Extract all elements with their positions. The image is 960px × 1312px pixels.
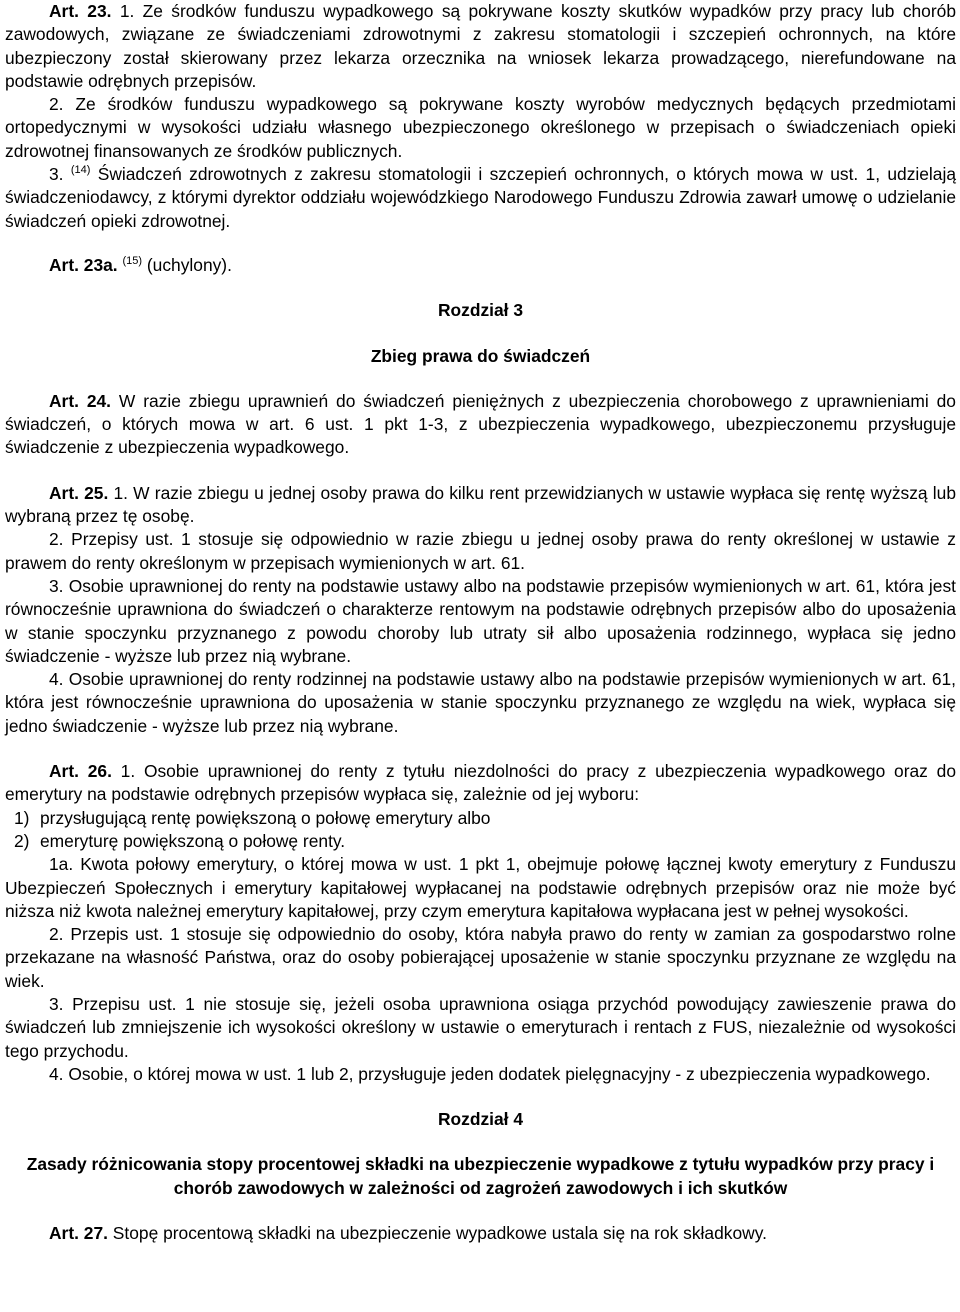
chapter-title: Zasady różnicowania stopy procentowej składki na ubezpieczenie wypadkowe z tytułu wypadków przy pracy i chorób zawodowych w zależności od zagrożeń zawodowych i ich skutków — [26, 1154, 935, 1198]
art27: Art. 27. Stopę procentową składki na ubezpieczenie wypadkowe ustala się na rok składkowy. — [49, 1223, 767, 1244]
list-item: 2) emeryturę powiększoną o połowę renty. — [14, 830, 346, 851]
article-label: Art. 24. — [49, 390, 112, 411]
art26-ust2: 2. Przepis ust. 1 stosuje się odpowiednio do osoby, która nabyła prawo do renty w zamian za gospodarstwo rolne przekazane na własność Państwa, oraz do osoby pobierającej uposażenie w stanie spoczynku przyznane ze względu na wiek. — [5, 924, 956, 991]
art25-ust1: Art. 25. 1. W razie zbiegu u jednej osoby prawa do kilku rent przewidzianych w ustawie wypłaca się rentę wyższą lub wybraną przez tę osobę. — [5, 482, 956, 527]
article-label: Art. 25. — [49, 482, 109, 503]
article-label: Art. 23. — [49, 1, 112, 21]
art26-ust3: 3. Przepisu ust. 1 nie stosuje się, jeżeli osoba uprawniona osiąga przychód powodujący zawieszenie prawa do świadczeń lub zmniejszenie ich wysokości określony w ustawie o emeryturach i rentach z FUS, niezależnie od wysokości tego przychodu. — [5, 993, 956, 1061]
footnote-ref: (14) — [70, 164, 91, 177]
list-item: 1) przysługującą rentę powiększoną o połowę emerytury albo — [14, 807, 491, 828]
art25-ust3: 3. Osobie uprawnionej do renty na podstawie ustawy albo na podstawie przepisów wymienionych w art. 61, która jest równocześnie uprawniona do świadczeń o charakterze rentowym na podstawie odrębnych przepisów albo do uposażenia w stanie spoczynku przyznanego z powodu choroby lub utraty sił albo uposażenia rodzinnego, wypłaca się jedno świadczenie - wyższe lub przez nią wybrane. — [5, 575, 956, 666]
art25-ust4: 4. Osobie uprawnionej do renty rodzinnej na podstawie ustawy albo na podstawie przepisów wymienionych w art. 61, która jest równocześnie uprawniona do uposażenia w stanie spoczynku przyznanego ze względu na wiek, wypłaca się jedno świadczenie - wyższe lub przez nią wybrane. — [5, 669, 956, 736]
art23-ust2: 2. Ze środków funduszu wypadkowego są pokrywane koszty wyrobów medycznych będących przedmiotami ortopedycznymi w wysokości udziału własnego ubezpieczonego określonego w przepisach o świadczeniach opieki zdrowotnej finansowanych ze środków publicznych. — [5, 94, 956, 161]
art23-ust3: 3. $^{(14)}$ Świadczeń zdrowotnych z zakresu stomatologii i szczepień ochronnych, o których mowa w ust. 1, udzielają świadczeniodawcy, z którymi dyrektor oddziału wojewódzkiego Narodowego Funduszu Zdrowia zawarł umowę o udzielanie świadczeń opieki zdrowotnej. — [5, 164, 957, 231]
art26-ust1a: 1a. Kwota połowy emerytury, o której mowa w ust. 1 pkt 1, obejmuje połowę łącznej kwoty emerytury z Funduszu Ubezpieczeń Społecznych i emerytury kapitałowej wypłacanej na podstawie odrębnych przepisów oraz nie może być niższa niż kwota należnej emerytury kapitałowej, przy czym emerytura kapitałowa wypłacana jest w pełnej wysokości. — [5, 854, 956, 921]
chapter-title: Zbieg prawa do świadczeń — [370, 345, 591, 366]
art24: Art. 24. W razie zbiegu uprawnień do świadczeń pieniężnych z ubezpieczenia chorobowego z uprawnieniami do świadczeń, o których mowa w art. 6 ust. 1 pkt 1-3, z ubezpieczenia wypadkowego, ubezpieczonemu przysługuje świadczenie z ubezpieczenia wypadkowego. — [5, 390, 956, 458]
art25-ust2: 2. Przepisy ust. 1 stosuje się odpowiednio w razie zbiegu u jednej osoby prawa do renty określonej w ustawie z prawem do renty określonym w przepisach wymienionych w art. 61. — [5, 529, 956, 573]
article-label: Art. 26. — [49, 761, 112, 782]
chapter-number: Rozdział 3 — [437, 300, 524, 321]
art26-ust4: 4. Osobie, o której mowa w ust. 1 lub 2, przysługuje jeden dodatek pielęgnacyjny - z ubezpieczenia wypadkowego. — [49, 1063, 931, 1084]
article-label: Art. 23a. — [49, 254, 118, 275]
article-label: Art. 27. — [49, 1223, 108, 1244]
art23a: Art. 23a. $^{(15)}$ (uchylony). — [49, 254, 232, 275]
art23-ust1: Art. 23. 1. Ze środków funduszu wypadkowego są pokrywane koszty skutków wypadków przy pracy lub chorób zawodowych, związane ze świadczeniami zdrowotnymi z zakresu stomatologii i szczepień ochronnych, na które ubezpieczony został skierowany przez lekarza orzecznika na wniosek lekarza prowadzącego, nierefundowane na podstawie odrębnych przepisów. — [5, 1, 956, 91]
footnote-ref: (15) — [122, 254, 143, 267]
document-page — [5, 0, 956, 1245]
art26-ust1: Art. 26. 1. Osobie uprawnionej do renty z tytułu niezdolności do pracy z ubezpieczenia wypadkowego oraz do emerytury na podstawie odrębnych przepisów wypłaca się, zależnie od jej wyboru: — [5, 761, 956, 805]
chapter-number: Rozdział 4 — [437, 1109, 524, 1130]
